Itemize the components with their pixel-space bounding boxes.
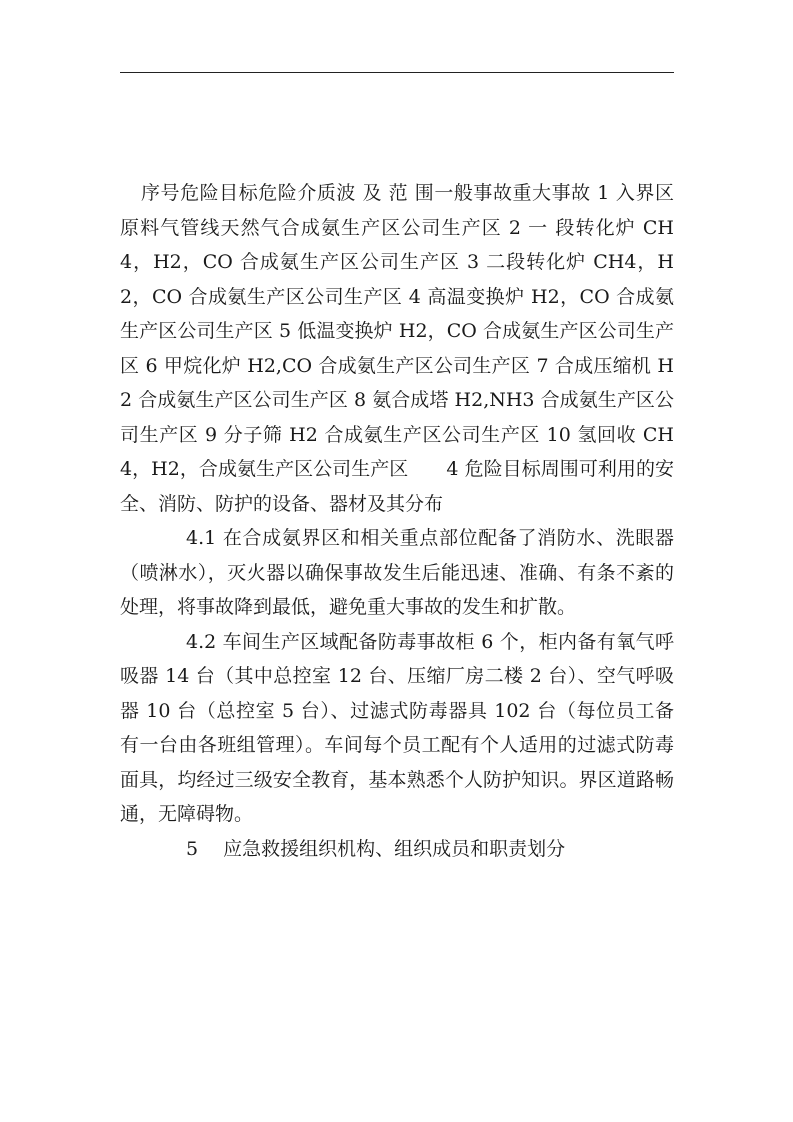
hazard-table-paragraph: 序号危险目标危险介质波 及 范 围一般事故重大事故 1 入界区原料气管线天然气合成氨生产区公司生产区 2 一 段转化炉 CH4，H2，CO 合成氨生产区公司生产区 3 二段转化炉 CH4，H2，CO 合成氨生产区公司生产区 4 高温变换炉 H2，CO 合成氨生产区公司生产区 5 低温变换炉 H2，CO 合成氨生产区公司生产区 6 甲烷化炉 H2,CO 合成氨生产区公司生产区 7 合成压缩机 H2 合成氨生产区公司生产区 8 氨合成塔 H2,NH3 合成氨生产区公司生产区 9 分子筛 H2 合成氨生产区公司生产区 10 氢回收 CH4，H2，合成氨生产区公司生产区 4 危险目标周围可利用的安全、消防、防护的设备、器材及其分布 (120, 182, 674, 515)
document-body (120, 176, 674, 866)
section-4-2-paragraph: 4.2 车间生产区域配备防毒事故柜 6 个，柜内备有氧气呼吸器 14 台（其中总控室 12 台、压缩厂房二楼 2 台）、空气呼吸器 10 台（总控室 5 台）、过滤式防毒器具 102 台（每位员工备有一台由各班组管理）。车间每个员工配有个人适用的过滤式防毒面具，均经过三级安全教育，基本熟悉个人防护知识。界区道路畅通，无障碍物。 (120, 630, 674, 825)
section-4-1-paragraph: 4.1 在合成氨界区和相关重点部位配备了消防水、洗眼器（喷淋水），灭火器以确保事故发生后能迅速、准确、有条不紊的处理，将事故降到最低，避免重大事故的发生和扩散。 (120, 527, 674, 618)
header-rule (120, 72, 674, 73)
section-5-heading: 5 应急救援组织机构、组织成员和职责划分 (186, 837, 566, 860)
